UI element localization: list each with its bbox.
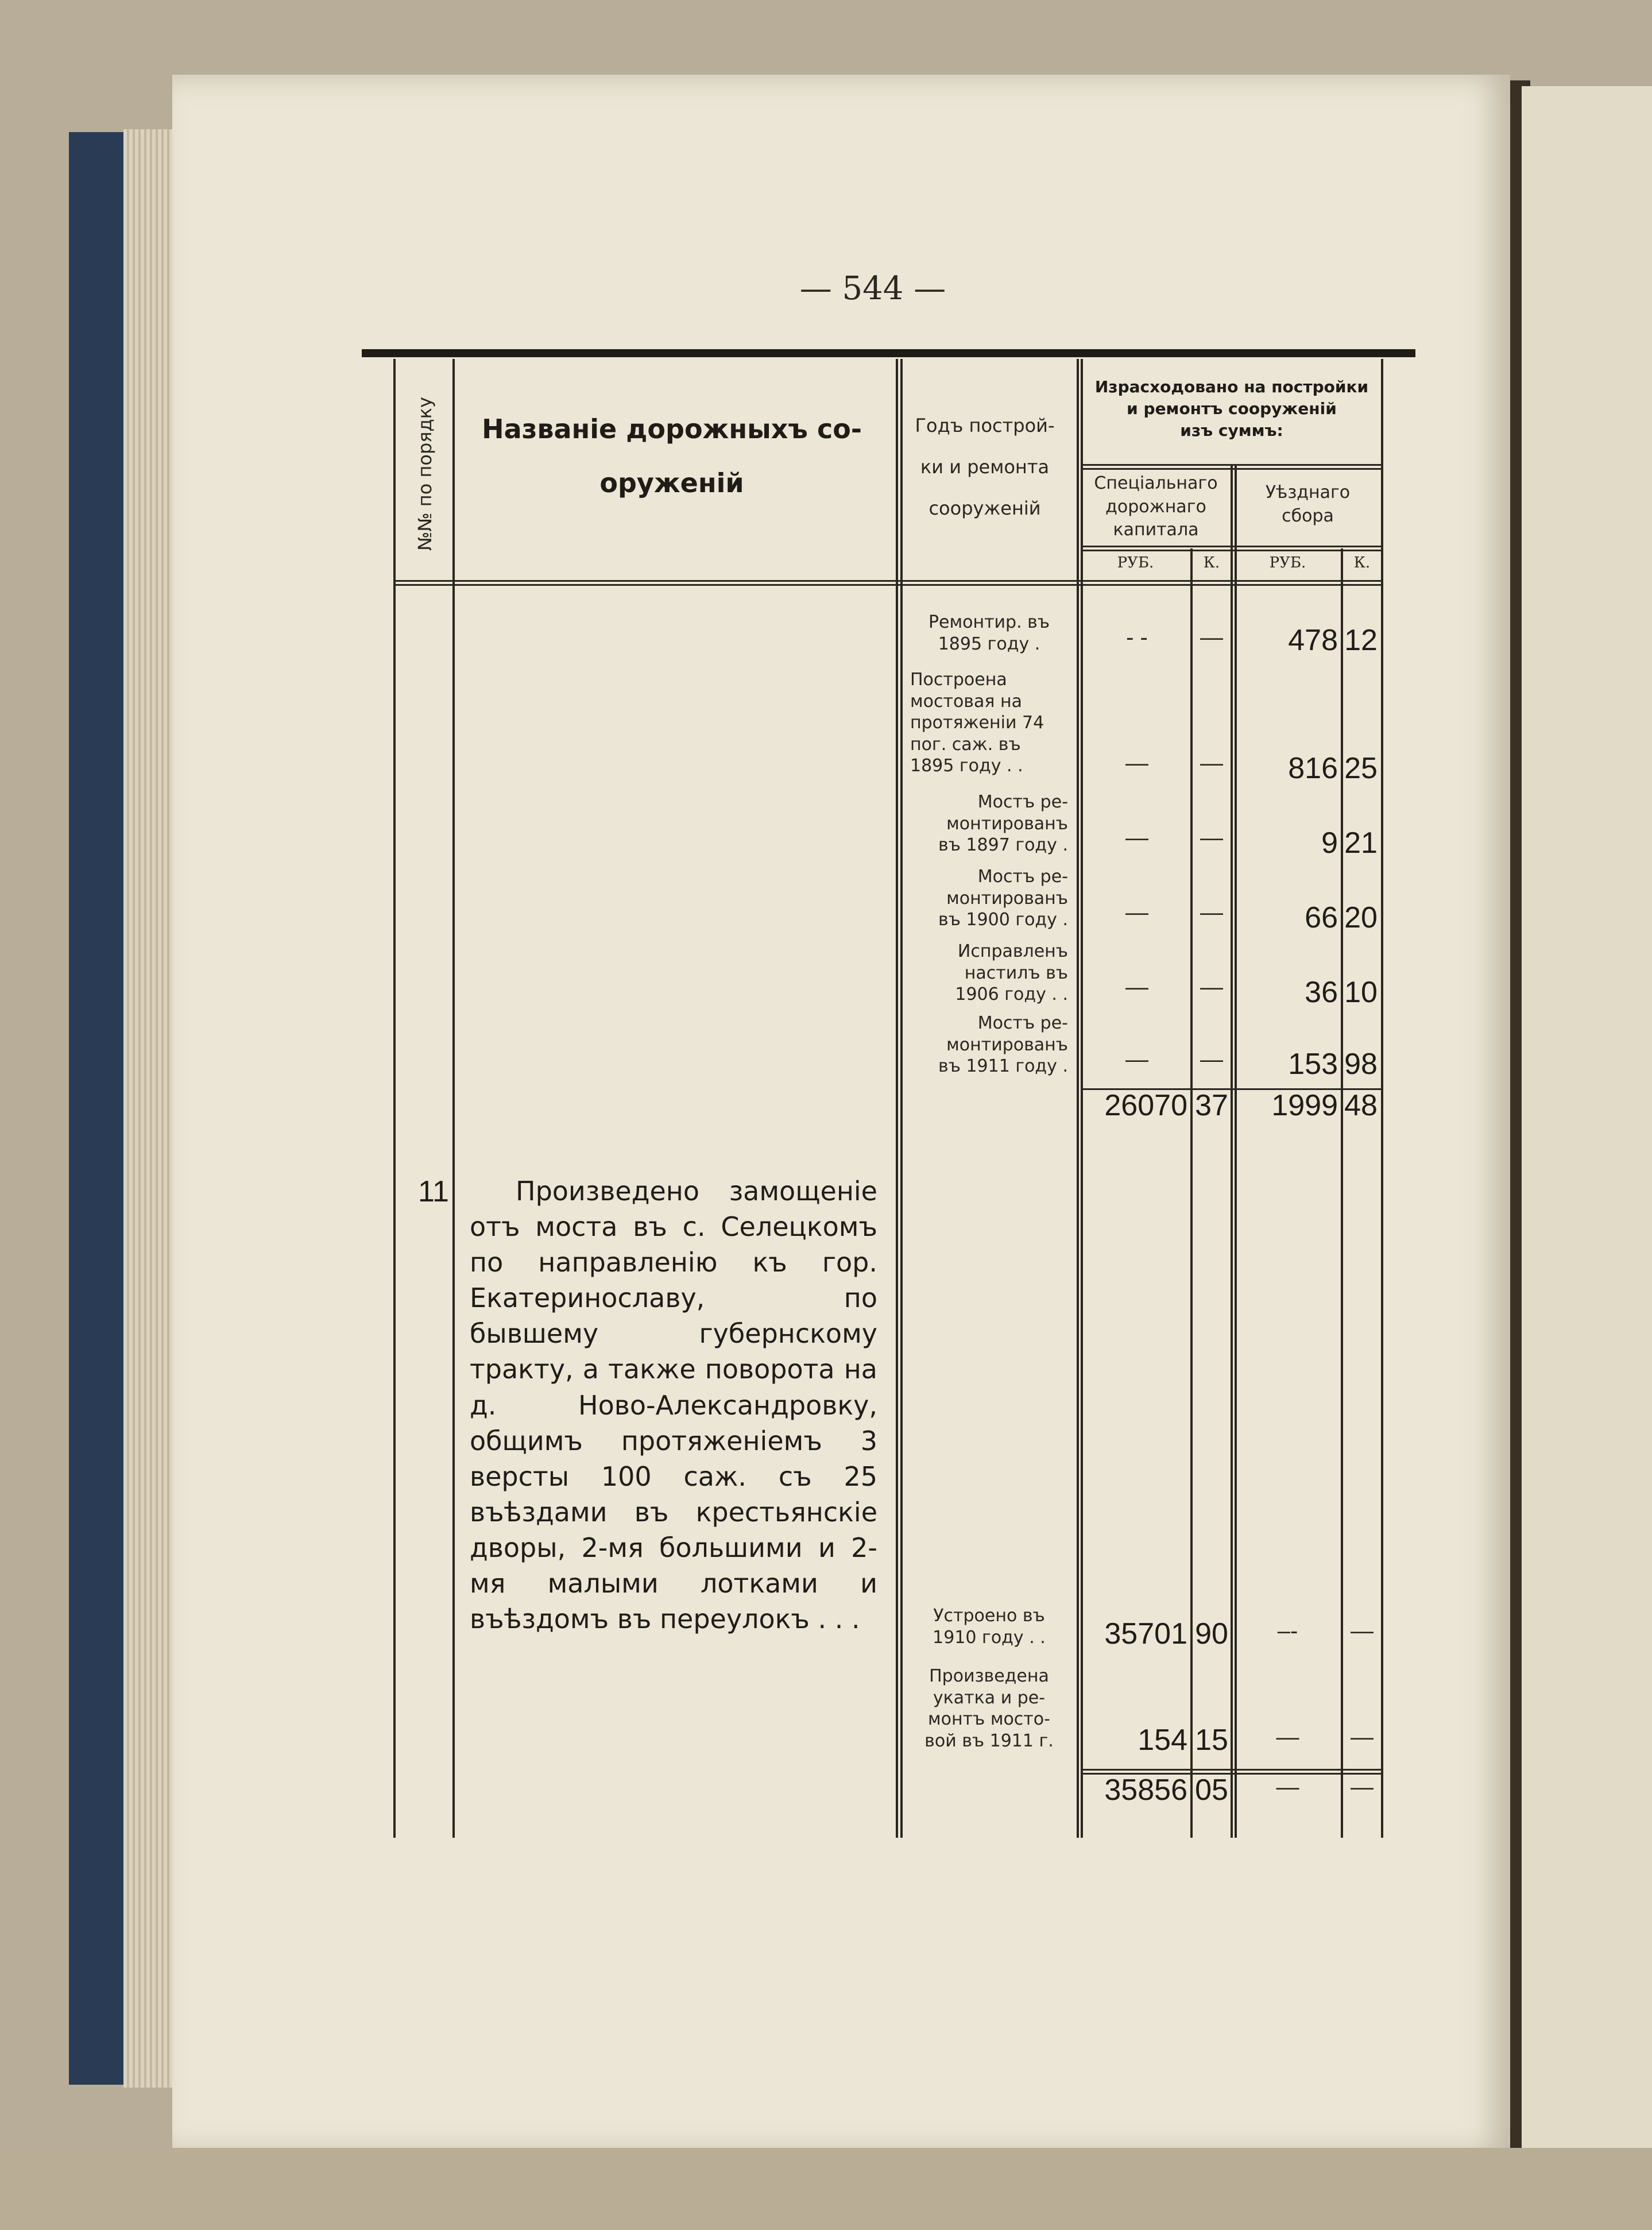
county-rub: 66: [1305, 901, 1338, 934]
county-kop: 25: [1344, 752, 1378, 785]
spec-kop: —: [1200, 625, 1223, 650]
spec-rub: —: [1125, 1047, 1148, 1072]
county-rub: 153: [1288, 1048, 1338, 1081]
spec-rub: - -: [1126, 625, 1148, 650]
county-kop: 98: [1344, 1048, 1378, 1081]
table-top-rule: [362, 349, 1415, 357]
table-rule: [1081, 464, 1383, 466]
spec-kop: —: [1200, 975, 1223, 1000]
county-rub: 36: [1305, 976, 1338, 1009]
year-entry: Мостъ ре- монтированъ въ 1911 году .: [938, 1013, 1068, 1076]
page-number: — 544 —: [799, 270, 946, 307]
table-rule: [1231, 465, 1233, 1838]
total-county-rub: —: [1276, 1775, 1299, 1800]
table-rule: [1341, 548, 1343, 1838]
county-kop: 12: [1344, 624, 1378, 657]
table-rule: [393, 584, 1383, 586]
header-order-number: №№ по порядку: [414, 397, 436, 551]
unit-kop: К.: [1203, 554, 1220, 571]
year-entry: Мостъ ре- монтированъ въ 1900 году .: [938, 867, 1068, 930]
total-spec-kop: 05: [1195, 1773, 1228, 1807]
unit-kop: К.: [1353, 554, 1371, 571]
county-kop: —: [1351, 1725, 1374, 1750]
county-kop: 21: [1344, 826, 1378, 860]
table-rule: [1081, 550, 1383, 551]
county-rub: 478: [1288, 624, 1338, 657]
header-year: Годъ построй- ки и ремонта сооруженій: [915, 415, 1055, 519]
county-rub: –-: [1277, 1618, 1298, 1644]
total-county-kop: —: [1351, 1775, 1374, 1800]
spec-rub: —: [1125, 975, 1148, 1000]
row-number: 11: [418, 1175, 449, 1208]
spec-kop: —: [1200, 751, 1223, 776]
year-entry: Произведена укатка и ре- монтъ мосто- вой въ 1911 г.: [924, 1666, 1054, 1751]
book-bottom-edge: [0, 2148, 1652, 2230]
spec-rub: —: [1125, 825, 1148, 851]
facing-page: [1522, 86, 1652, 2154]
table-rule: [393, 580, 1383, 582]
county-rub: 9: [1321, 826, 1338, 860]
spec-kop: 90: [1195, 1617, 1228, 1651]
year-entry: Построена мостовая на протяженіи 74 пог. саж. въ 1895 году . .: [910, 670, 1044, 776]
county-kop: —: [1351, 1618, 1374, 1644]
year-entry: Исправленъ настилъ въ 1906 году . .: [955, 941, 1068, 1004]
unit-rub: РУБ.: [1117, 554, 1154, 571]
header-structure-name: Названіе дорожныхъ со- оруженій: [482, 413, 862, 499]
total-spec-kop: 37: [1195, 1089, 1228, 1122]
unit-rub: РУБ.: [1269, 554, 1306, 571]
header-spent: Израсходовано на постройки и ремонтъ сооруженій изъ суммъ:: [1094, 377, 1369, 440]
county-rub: —: [1276, 1725, 1299, 1750]
year-entry: Мостъ ре- монтированъ въ 1897 году .: [938, 792, 1068, 855]
table-rule: [1235, 465, 1237, 1838]
total-spec-rub: 26070: [1104, 1089, 1187, 1122]
county-kop: 20: [1344, 901, 1378, 934]
county-rub: 816: [1288, 752, 1338, 785]
spec-rub: —: [1125, 751, 1148, 776]
table-rule: [1081, 546, 1383, 547]
total-spec-rub: 35856: [1104, 1773, 1187, 1807]
spec-kop: —: [1200, 1047, 1223, 1072]
spec-rub: 35701: [1104, 1617, 1187, 1651]
year-entry: Ремонтир. въ 1895 году .: [928, 612, 1050, 654]
spec-kop: 15: [1195, 1723, 1228, 1757]
header-county-levy: Уѣзднаго сбора: [1265, 482, 1351, 526]
spec-rub: —: [1125, 900, 1148, 925]
structure-description: Произведено замощеніе отъ моста въ с. Селецкомъ по направленію къ гор. Екатеринославу, по бывшему губернскому тракту, а также поворота на д. Ново-Александровку, общимъ протяженіемъ 3 версты 100 саж. съ 25 въѣздами въ крестьянскіе дворы, 2-мя большими и 2-мя малыми лотками и въѣздомъ въ переулокъ . . .: [470, 1176, 877, 1635]
total-county-rub: 1999: [1271, 1089, 1338, 1122]
header-special-capital: Спеціальнаго дорожнаго капитала: [1094, 473, 1218, 540]
county-kop: 10: [1344, 976, 1378, 1009]
spec-kop: —: [1200, 900, 1223, 925]
table-rule: [1081, 1769, 1383, 1771]
table-rule: [1081, 468, 1383, 470]
spec-rub: 154: [1138, 1723, 1187, 1757]
total-county-kop: 48: [1344, 1089, 1378, 1122]
year-entry: Устроено въ 1910 году . .: [933, 1606, 1046, 1648]
spec-kop: —: [1200, 825, 1223, 851]
